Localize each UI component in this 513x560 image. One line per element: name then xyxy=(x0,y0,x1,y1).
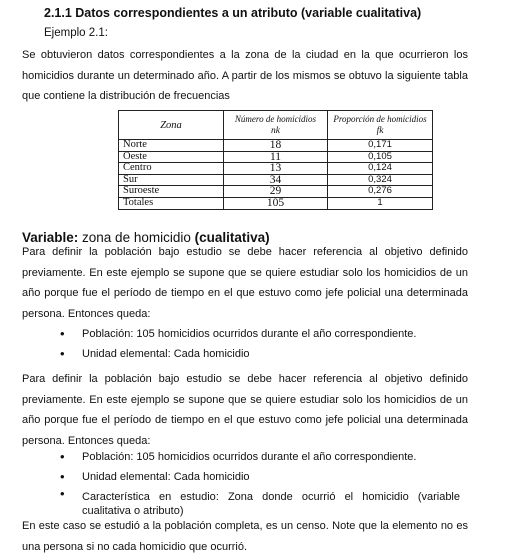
cell-count: 11 xyxy=(224,151,328,163)
cell-proportion: 0,171 xyxy=(328,140,433,152)
table-row xyxy=(119,163,433,175)
list-item: • Unidad elemental: Cada homicidio xyxy=(60,344,417,364)
population-paragraph-1: Para definir la población bajo estudio se debe hacer referencia al objetivo definido previamente. En este ejemplo se supone que se quiere estudiar solo los homicidios de un año porque fue el período de tiempo en el que estuvo como jefe policial una determinada persona. Entonces queda: xyxy=(22,246,468,320)
table-row xyxy=(119,140,433,152)
cell-zone: Suroeste xyxy=(119,186,224,198)
list-item: • Población: 105 homicidios ocurridos durante el año correspondiente. xyxy=(60,447,460,467)
section-heading: 2.1.1 Datos correspondientes a un atributo (variable cualitativa) xyxy=(44,6,422,20)
list-item: • Población: 105 homicidios ocurridos durante el año correspondiente. xyxy=(60,324,417,344)
cell-zone: Oeste xyxy=(119,151,224,163)
header-proportion-label: Proporción de homicidios xyxy=(333,113,427,124)
header-zone: Zona xyxy=(119,111,224,140)
cell-zone: Sur xyxy=(119,174,224,186)
cell-proportion: 1 xyxy=(328,197,433,209)
header-count-label: Número de homicidios xyxy=(234,113,317,124)
variable-label: Variable: xyxy=(22,230,79,245)
table-row xyxy=(119,151,433,163)
cell-proportion: 0,124 xyxy=(328,163,433,175)
cell-proportion: 0,276 xyxy=(328,186,433,198)
cell-zone: Centro xyxy=(119,163,224,175)
cell-zone: Norte xyxy=(119,140,224,152)
list-item: • Unidad elemental: Cada homicidio xyxy=(60,467,460,487)
table-row xyxy=(119,174,433,186)
variable-type: (cualitativa) xyxy=(194,230,270,245)
table-header-row xyxy=(119,111,433,140)
header-proportion-symbol: fk xyxy=(376,125,384,136)
header-proportion xyxy=(328,111,433,140)
header-count-symbol: nk xyxy=(271,125,280,136)
cell-proportion: 0,105 xyxy=(328,151,433,163)
cell-proportion: 0,324 xyxy=(328,174,433,186)
census-paragraph: En este caso se estudió a la población completa, es un censo. Note que la elemento no es una persona si no cada homicidio que ocurrió. xyxy=(22,520,468,553)
cell-count: 105 xyxy=(224,197,328,209)
bullet-list-1 xyxy=(60,324,417,364)
cell-count: 13 xyxy=(224,163,328,175)
population-paragraph-2: Para definir la población bajo estudio se debe hacer referencia al objetivo definido previamente. En este ejemplo se supone que se quiere estudiar solo los homicidios de un año porque fue el período de tiempo en el que estuvo como jefe policial una determinada persona. Entonces queda: xyxy=(22,373,468,447)
list-item: • Característica en estudio: Zona donde ocurrió el homicidio (variable cualitativa o atributo) xyxy=(60,487,460,518)
cell-count: 29 xyxy=(224,186,328,198)
cell-count: 34 xyxy=(224,174,328,186)
cell-count: 18 xyxy=(224,140,328,152)
intro-paragraph: Se obtuvieron datos correspondientes a la zona de la ciudad en la que ocurrieron los homicidios durante un determinado año. A partir de los mismos se obtuvo la siguiente tabla que contiene la distribución de frecuencias xyxy=(22,49,468,103)
variable-text: zona de homicidio xyxy=(78,230,195,245)
example-label: Ejemplo 2.1: xyxy=(44,27,108,39)
table-row xyxy=(119,186,433,198)
header-count xyxy=(224,111,328,140)
cell-zone: Totales xyxy=(119,197,224,209)
frequency-table xyxy=(118,110,433,210)
table-total-row xyxy=(119,197,433,209)
bullet-list-2 xyxy=(60,447,460,518)
